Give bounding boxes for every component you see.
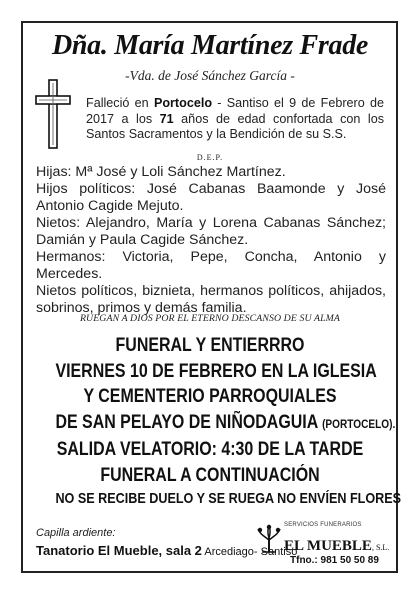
funeral-home-logo: [256, 522, 390, 566]
logo-subtitle: SERVICIOS FUNERARIOS: [284, 522, 362, 528]
funeral-place-note: (PORTOCELO).: [322, 416, 396, 431]
deceased-name: Dña. María Martínez Frade: [51, 30, 369, 61]
family-list: [36, 164, 386, 317]
age: 71: [159, 111, 174, 126]
prayer-line: RUEGAN A DIOS POR EL ETERNO DESCANSO DE SU ALMA: [79, 313, 341, 324]
logo-brand: [284, 538, 389, 555]
brand-suffix: , S.L.: [371, 543, 390, 552]
dep-label: D.E.P.: [196, 153, 224, 162]
family-line: Hijos políticos: José Cabanas Baamonde y José Antonio Cagide Mejuto.: [36, 181, 386, 214]
announcement-text: Falleció en: [86, 96, 154, 110]
funeral-line: FUNERAL Y ENTIERRRO: [115, 335, 305, 356]
family-line: Nietos políticos, biznieta, hermanos políticos, ahijados, sobrinos, primos y demás familia.: [36, 283, 386, 316]
family-line: Hermanos: Victoria, Pepe, Concha, Antonio y Mercedes.: [36, 249, 386, 282]
funeral-line: NO SE RECIBE DUELO Y SE RUEGA NO ENVÍEN FLORES: [55, 490, 402, 507]
funeral-line: VIERNES 10 DE FEBRERO EN LA IGLESIA: [55, 360, 377, 382]
chapel-town: Arcediago- Santiso: [201, 546, 298, 558]
death-announcement: [86, 96, 384, 143]
tree-logo-icon: [256, 524, 282, 554]
place-of-death: Portocelo: [153, 96, 213, 110]
phone-number: Tfno.: 981 50 50 89: [290, 555, 379, 566]
funeral-line: SALIDA VELATORIO: 4:30 DE LA TARDE: [56, 439, 364, 460]
announcement-text: - Santiso el 9 de Febrero de 2017 a los: [86, 96, 384, 126]
chapel-title: Capilla ardiente:: [36, 527, 116, 539]
funeral-place: DE SAN PELAYO DE NIÑODAGUIA: [55, 411, 318, 433]
funeral-line: FUNERAL A CONTINUACIÓN: [100, 464, 320, 486]
family-line: Nietos: Alejandro, María y Lorena Cabanas Sánchez; Damián y Paula Cagide Sánchez.: [36, 215, 386, 248]
funeral-line: [55, 410, 396, 438]
brand-name: EL MUEBLE: [284, 538, 372, 554]
chapel-name: Tanatorio El Mueble, sala 2: [36, 543, 202, 558]
widow-of: -Vda. de José Sánchez García -: [125, 68, 295, 83]
family-line: Hijas: Mª José y Loli Sánchez Martínez.: [36, 164, 286, 180]
funeral-details: [26, 333, 402, 509]
cross-icon: [34, 78, 72, 150]
funeral-line: Y CEMENTERIO PARROQUIALES: [83, 386, 337, 407]
announcement-text: años de edad confortada con los Santos Sacramentos y la Bendición de su S.S.: [86, 111, 384, 141]
